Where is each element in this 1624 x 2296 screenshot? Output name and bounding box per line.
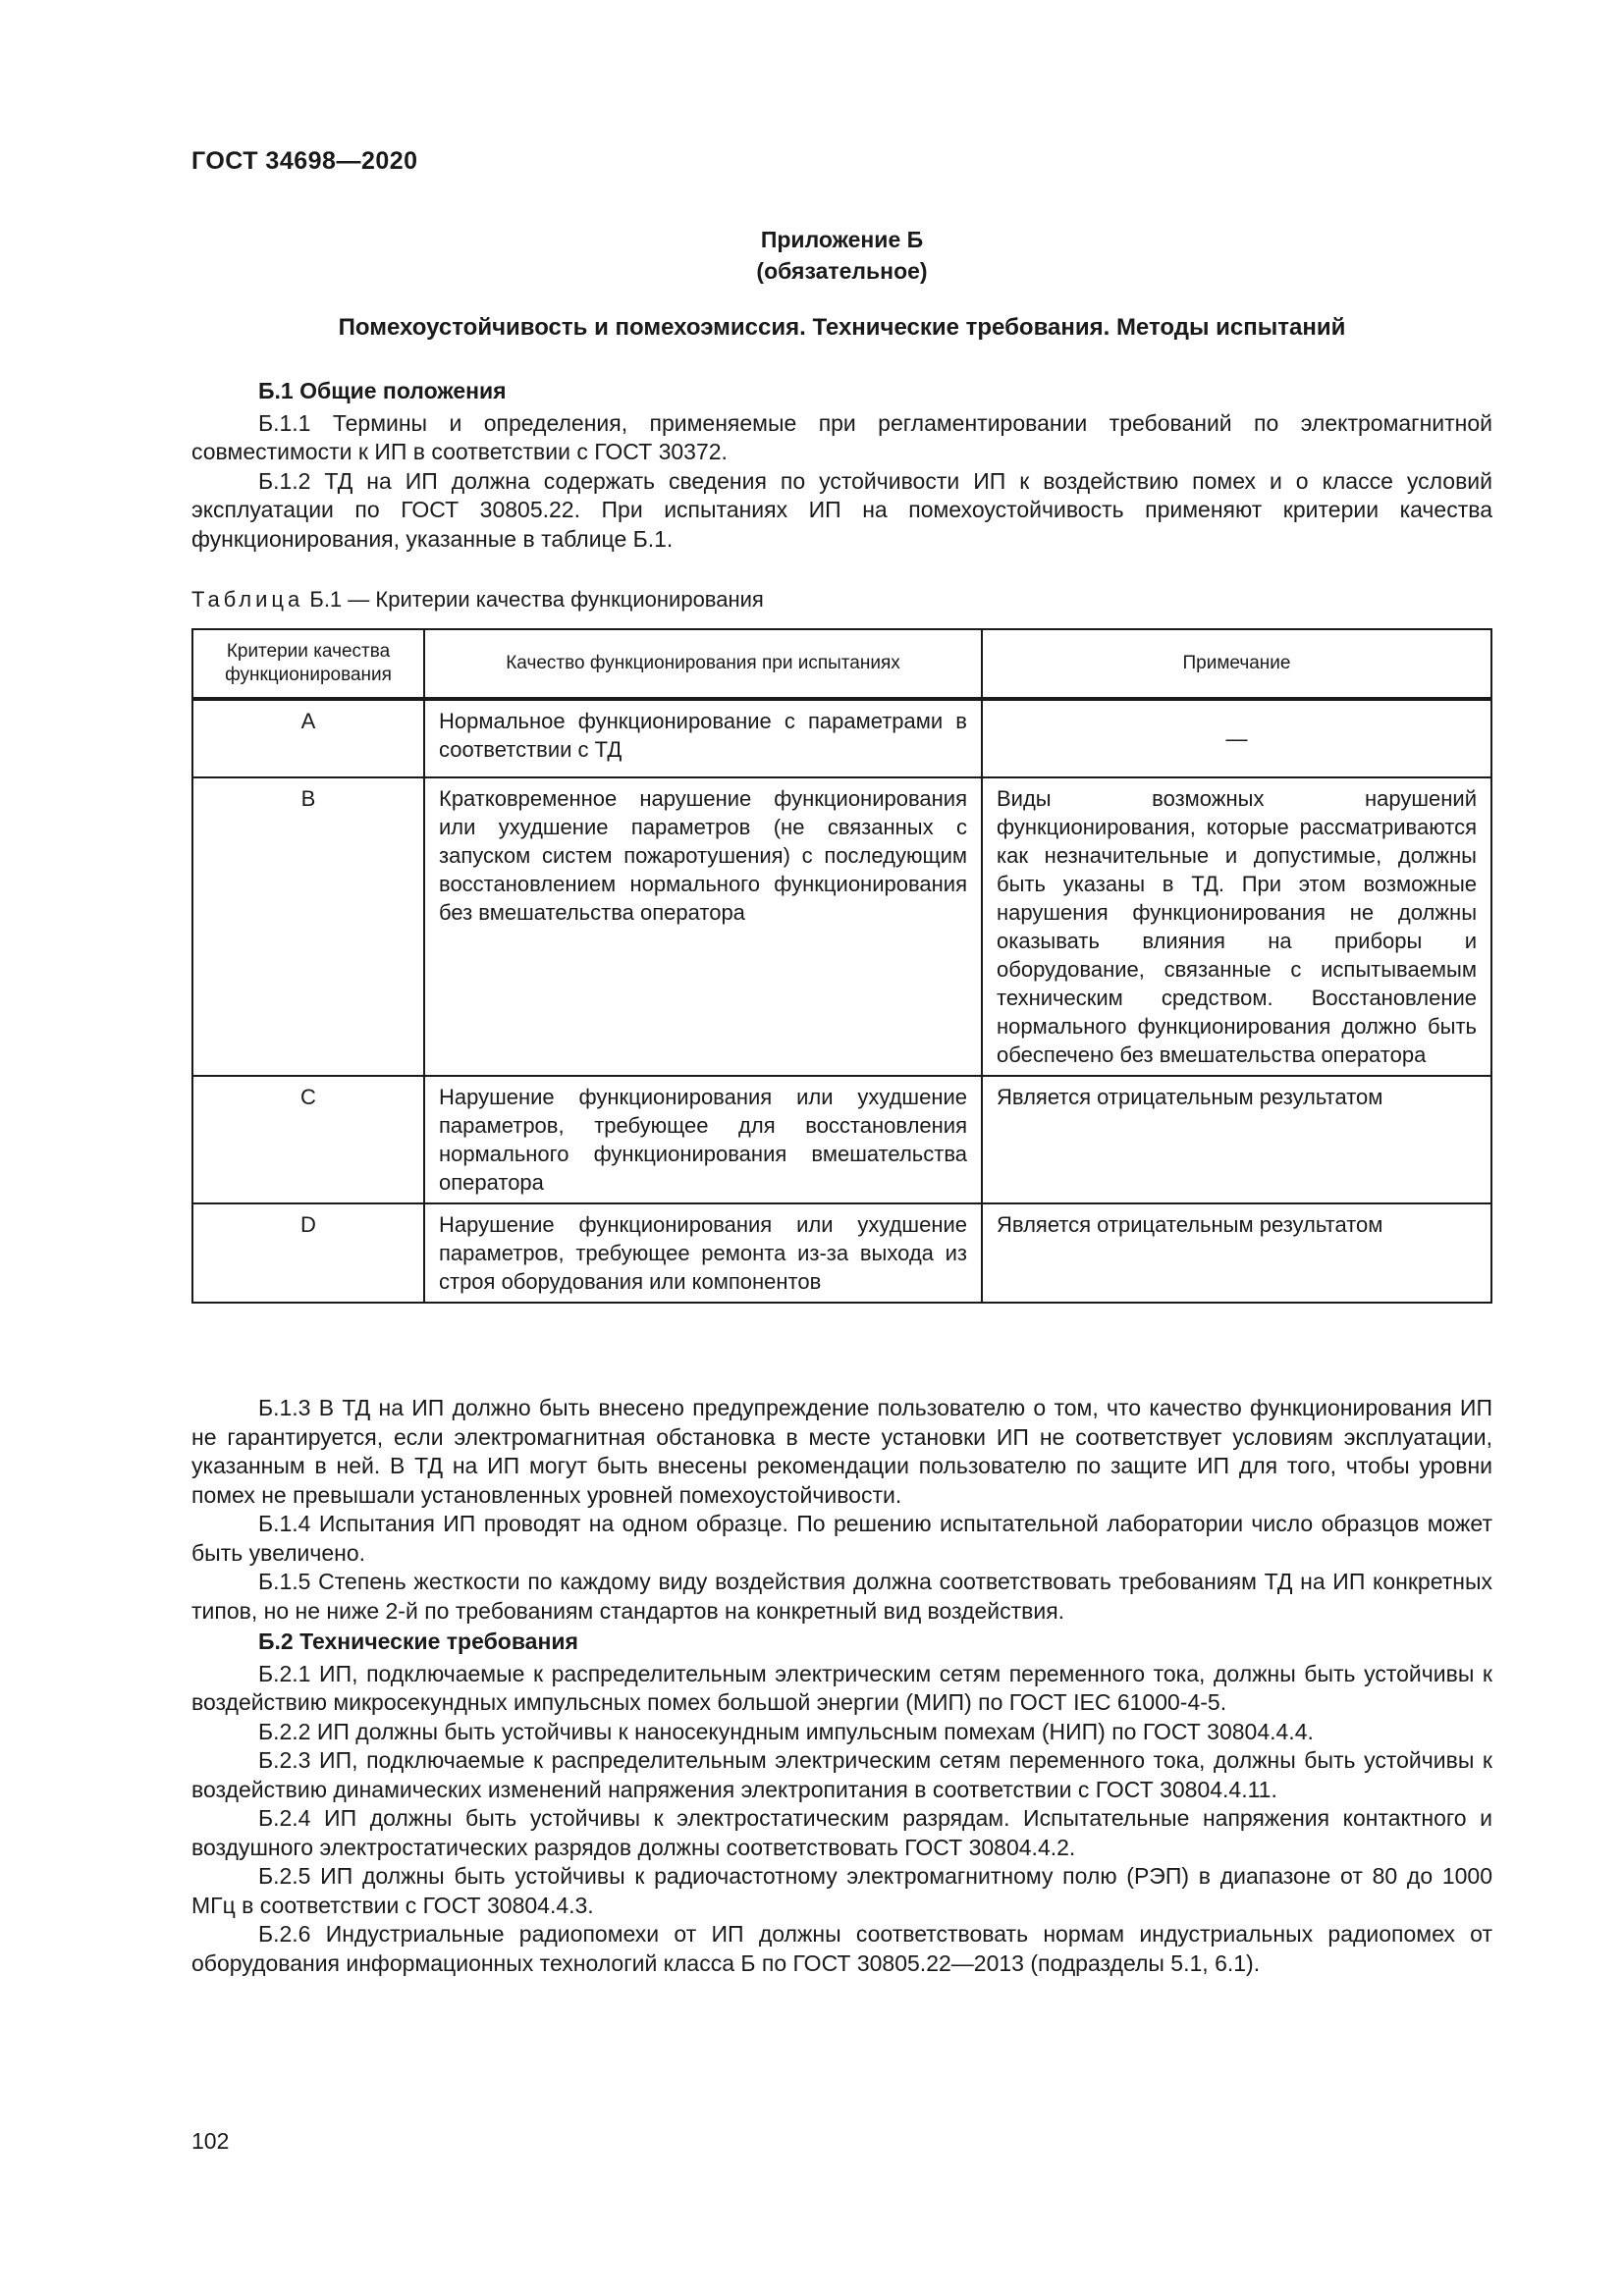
- quality-cell: Кратковременное нарушение функционирования или ухудшение параметров (не связанных с запуском систем пожаротушения) с последующим восстановлением нормального функционирования без вмешательства оператора: [424, 777, 982, 1076]
- paragraph-b1-5: Б.1.5 Степень жесткости по каждому виду воздействия должна соответствовать требованиям ТД на ИП конкретных типов, но не ниже 2-й по требованиям стандартов на конкретный вид воздействия.: [191, 1569, 1492, 1624]
- note-cell: Виды возможных нарушений функционирования, которые рассматриваются как незначительные и допустимые, должны быть указаны в ТД. При этом возможные нарушения функционирования не должны оказывать влияния на приборы и оборудование, связанные с испытываемым техническим средством. Восстановление нормального функционирования должно быть обеспечено без вмешательства оператора: [982, 777, 1491, 1076]
- criterion-cell: B: [192, 777, 424, 1076]
- table-row: [192, 777, 1491, 1076]
- criterion-cell: C: [192, 1076, 424, 1203]
- table-row: [192, 1203, 1491, 1303]
- header-note: Примечание: [982, 629, 1491, 699]
- criteria-table: [191, 628, 1492, 1304]
- section-heading-b1: Б.1 Общие положения: [258, 378, 507, 403]
- paragraph-b1-2: Б.1.2 ТД на ИП должна содержать сведения по устойчивости ИП к воздействию помех и о классе условий эксплуатации по ГОСТ 30805.22. При испытаниях ИП на помехоустойчивость применяют критерии качества функционирования, указанные в таблице Б.1.: [191, 467, 1492, 552]
- section-general: [191, 377, 1492, 554]
- header-criterion: Критерии качества функционирования: [192, 629, 424, 699]
- section-general-continued: [191, 1394, 1492, 1978]
- paragraph-b1-1: Б.1.1 Термины и определения, применяемые при регламентировании требований по электромагнитной совместимости к ИП в соответствии с ГОСТ 30372.: [191, 409, 1492, 464]
- note-cell: Является отрицательным результатом: [982, 1203, 1491, 1303]
- table-header-row: [192, 629, 1491, 699]
- appendix-title: Помехоустойчивость и помехоэмиссия. Технические требования. Методы испытаний: [338, 314, 1346, 341]
- criterion-cell: A: [192, 699, 424, 777]
- document-header: ГОСТ 34698—2020: [191, 147, 418, 175]
- note-cell: —: [982, 699, 1491, 777]
- page-number: 102: [191, 2128, 230, 2154]
- paragraph-b2-4: Б.2.4 ИП должны быть устойчивы к электростатическим разрядам. Испытательные напряжения контактного и воздушного электростатических разрядов должны соответствовать ГОСТ 30804.4.2.: [191, 1805, 1492, 1860]
- appendix-label: Приложение Б: [760, 227, 924, 252]
- table-row: [192, 699, 1491, 777]
- header-quality: Качество функционирования при испытаниях: [424, 629, 982, 699]
- paragraph-b1-3: Б.1.3 В ТД на ИП должно быть внесено предупреждение пользователю о том, что качество функционирования ИП не гарантируется, если электромагнитная обстановка в месте установки ИП не соответствует условиям эксплуатации, указанным в ней. В ТД на ИП могут быть внесены рекомендации пользователю по защите ИП для того, чтобы уровни помех не превышали установленных уровней помехоустойчивости.: [191, 1395, 1492, 1508]
- paragraph-b1-4: Б.1.4 Испытания ИП проводят на одном образце. По решению испытательной лаборатории число образцов может быть увеличено.: [191, 1511, 1492, 1566]
- paragraph-b2-3: Б.2.3 ИП, подключаемые к распределительным электрическим сетям переменного тока, должны быть устойчивы к воздействию динамических изменений напряжения электропитания в соответствии с ГОСТ 30804.4.11.: [191, 1747, 1492, 1802]
- table-caption: [191, 587, 764, 613]
- quality-cell: Нарушение функционирования или ухудшение параметров, требующее ремонта из-за выхода из строя оборудования или компонентов: [424, 1203, 982, 1303]
- criterion-cell: D: [192, 1203, 424, 1303]
- quality-cell: Нарушение функционирования или ухудшение параметров, требующее для восстановления нормального функционирования вмешательства оператора: [424, 1076, 982, 1203]
- table-caption-text: Б.1 — Критерии качества функционирования: [303, 587, 764, 612]
- paragraph-b2-6: Б.2.6 Индустриальные радиопомехи от ИП должны соответствовать нормам индустриальных радиопомех от оборудования информационных технологий класса Б по ГОСТ 30805.22—2013 (подразделы 5.1, 6.1).: [191, 1921, 1492, 1976]
- table-row: [192, 1076, 1491, 1203]
- appendix-heading: [191, 224, 1492, 287]
- quality-cell: Нормальное функционирование с параметрами в соответствии с ТД: [424, 699, 982, 777]
- section-heading-b2: Б.2 Технические требования: [258, 1629, 578, 1654]
- note-cell: Является отрицательным результатом: [982, 1076, 1491, 1203]
- paragraph-b2-2: Б.2.2 ИП должны быть устойчивы к наносекундным импульсным помехам (НИП) по ГОСТ 30804.4.4.: [258, 1718, 1314, 1744]
- paragraph-b2-5: Б.2.5 ИП должны быть устойчивы к радиочастотному электромагнитному полю (РЭП) в диапазоне от 80 до 1000 МГц в соответствии с ГОСТ 30804.4.3.: [191, 1863, 1492, 1918]
- appendix-status: (обязательное): [756, 258, 928, 284]
- table-caption-label: Таблица: [191, 587, 304, 612]
- paragraph-b2-1: Б.2.1 ИП, подключаемые к распределительным электрическим сетям переменного тока, должны быть устойчивы к воздействию микросекундных импульсных помех большой энергии (МИП) по ГОСТ IEC 61000-4-5.: [191, 1660, 1492, 1715]
